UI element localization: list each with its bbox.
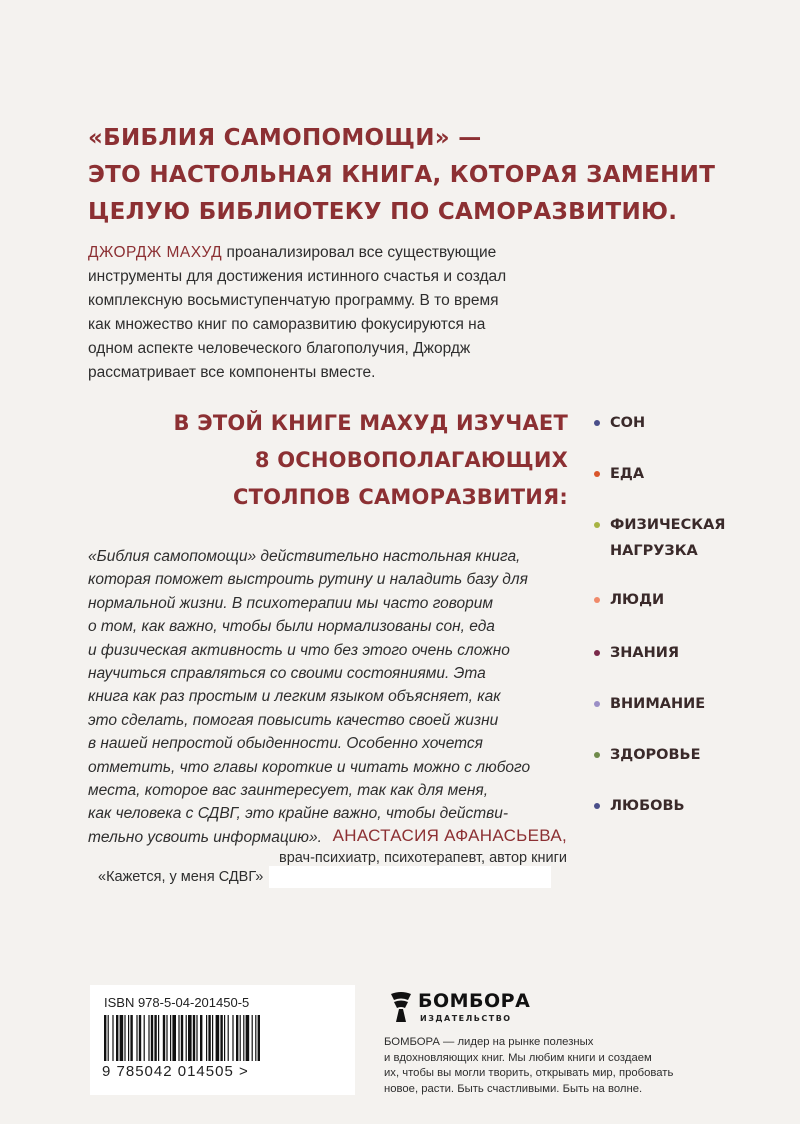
publisher-name: БОМБОРА	[418, 990, 531, 1012]
pillar-item	[594, 742, 701, 768]
pillar-label: ЗДОРОВЬЕ	[610, 747, 701, 763]
pillar-item	[594, 410, 645, 436]
intro-paragraph	[88, 241, 588, 385]
intro-line: как множество книг по саморазвитию фокусируются на	[88, 316, 486, 333]
reviewer-name: АНАСТАСИЯ АФАНАСЬЕВА,	[332, 826, 567, 845]
quote-line: тельно усвоить информацию».	[88, 828, 322, 846]
pillar-label: ВНИМАНИЕ	[610, 696, 706, 712]
pillar-label: ЗНАНИЯ	[610, 645, 680, 661]
quote-line: нормальной жизни. В психотерапии мы часто говорим	[88, 594, 494, 612]
pillars-title-line: В ЭТОЙ КНИГЕ МАХУД ИЗУЧАЕТ	[173, 411, 568, 435]
publisher-line: БОМБОРА — лидер на рынке полезных	[384, 1036, 594, 1048]
bullet-dot	[594, 752, 600, 758]
intro-line: комплексную восьмиступенчатую программу. В то время	[88, 292, 499, 309]
bullet-dot	[594, 701, 600, 707]
pillars-title	[174, 405, 568, 516]
quote-line: которая поможет выстроить рутину и наладить базу для	[88, 571, 528, 589]
bombora-logo-icon	[388, 990, 414, 1024]
barcode-digits: 9 785042 014505 >	[102, 1063, 249, 1080]
intro-line: инструменты для достижения истинного счастья и создал	[88, 268, 507, 285]
bullet-dot	[594, 420, 600, 426]
reviewer-role: врач-психиатр, психотерапевт, автор книги	[279, 850, 567, 866]
pillars-title-line: 8 ОСНОВОПОЛАГАЮЩИХ	[254, 448, 568, 472]
quote-line: научиться справляться со своими состояниями. Эта	[88, 665, 486, 683]
isbn-label: ISBN 978-5-04-201450-5	[104, 995, 250, 1010]
quote-line: места, которое вас заинтересует, так как для меня,	[88, 782, 489, 800]
quote-line: книга как раз простым и легким языком объясняет, как	[88, 688, 501, 706]
pillar-label: СОН	[610, 415, 646, 431]
pillar-label: ЛЮДИ	[610, 592, 665, 608]
quote-line: как человека с СДВГ, это крайне важно, чтобы действи-	[88, 805, 509, 823]
bullet-dot	[594, 522, 600, 528]
white-bar	[269, 866, 551, 888]
author-name: ДЖОРДЖ МАХУД	[88, 244, 223, 261]
publisher-line: их, чтобы вы могли творить, открывать мир, пробовать	[384, 1067, 674, 1079]
publisher-line: новое, расти. Быть счастливыми. Быть на волне.	[384, 1082, 643, 1095]
quote-line: в нашей непростой обыденности. Особенно хочется	[88, 735, 483, 753]
pillar-label: ЛЮБОВЬ	[610, 798, 685, 814]
barcode-panel	[90, 985, 355, 1095]
pillar-item	[594, 691, 705, 717]
publisher-line: и вдохновляющих книг. Мы любим книги и создаем	[384, 1051, 652, 1064]
quote-line: о том, как важно, чтобы были нормализованы сон, еда	[88, 618, 495, 636]
quote-line: «Библия самопомощи» действительно настольная книга,	[88, 548, 521, 565]
pillar-label: ЕДА	[610, 466, 645, 482]
review-quote	[88, 545, 578, 849]
bullet-dot	[594, 650, 600, 656]
bullet-dot	[594, 471, 600, 477]
pillar-item	[594, 793, 685, 819]
reviewer-book-title: «Кажется, у меня СДВГ»	[98, 869, 264, 885]
intro-first-line-text: проанализировал все существующие	[222, 244, 497, 261]
pillars-title-line: СТОЛПОВ САМОРАЗВИТИЯ:	[232, 485, 568, 509]
headline-line: ЭТО НАСТОЛЬНАЯ КНИГА, КОТОРАЯ ЗАМЕНИТ	[88, 162, 716, 188]
headline-line: ЦЕЛУЮ БИБЛИОТЕКУ ПО САМОРАЗВИТИЮ.	[88, 199, 678, 225]
quote-line: и физическая активность и что без этого очень сложно	[88, 641, 510, 659]
pillar-label: ФИЗИЧЕСКАЯ НАГРУЗКА	[610, 517, 726, 559]
publisher-subtitle: ИЗДАТЕЛЬСТВО	[420, 1014, 512, 1023]
pillar-item	[594, 461, 644, 487]
barcode-icon	[104, 1015, 340, 1063]
bullet-dot	[594, 597, 600, 603]
intro-first-line	[88, 241, 588, 265]
bullet-dot	[594, 803, 600, 809]
headline-line: «БИБЛИЯ САМОПОМОЩИ» —	[88, 125, 482, 151]
headline	[88, 120, 728, 231]
quote-line: это сделать, помогая повысить качество своей жизни	[88, 711, 499, 729]
pillar-item	[594, 587, 664, 613]
intro-line: рассматривает все компоненты вместе.	[88, 364, 376, 381]
pillar-item	[594, 512, 725, 564]
quote-line: отметить, что главы короткие и читать можно с любого	[88, 758, 531, 776]
publisher-description	[384, 1035, 684, 1097]
intro-line: одном аспекте человеческого благополучия, Джордж	[88, 340, 471, 357]
reviewer-book	[98, 866, 551, 888]
pillar-item	[594, 640, 679, 666]
